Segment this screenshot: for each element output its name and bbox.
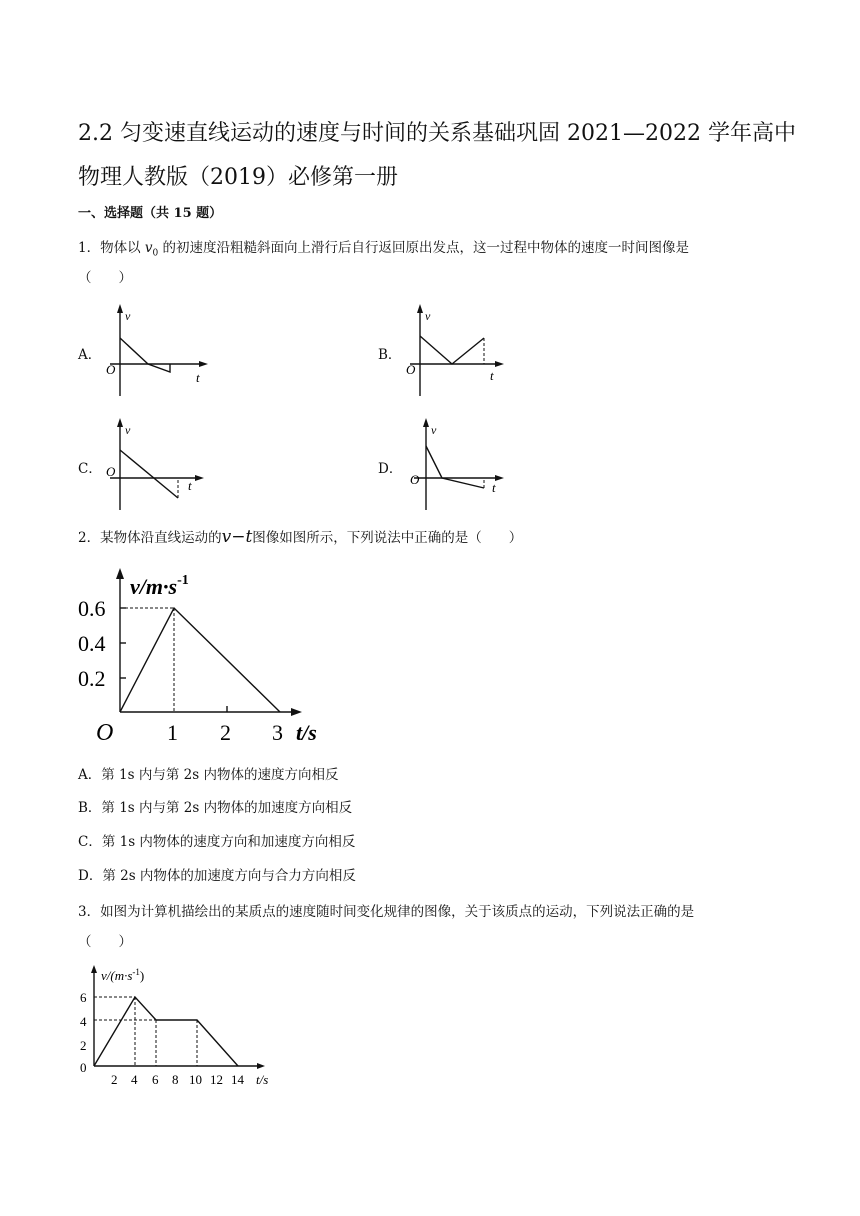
y-tick-label: 6 <box>80 990 87 1005</box>
origin-label: O <box>96 720 114 746</box>
x-axis-arrow <box>495 475 504 481</box>
y-axis-arrow <box>117 418 123 427</box>
y-axis-arrow <box>417 304 423 313</box>
x-tick-label: 4 <box>131 1072 138 1087</box>
x-axis-arrow <box>291 708 302 716</box>
vt-curve <box>120 608 280 712</box>
q2-option-b[interactable]: B．第 1s 内与第 2s 内物体的加速度方向相反 <box>78 800 353 816</box>
vt-curve <box>420 336 484 364</box>
y-axis-arrow <box>423 418 429 427</box>
x-axis-arrow <box>199 361 208 367</box>
x-tick-label: 2 <box>220 720 231 745</box>
origin-label: O <box>106 464 116 479</box>
q1-option-c-label[interactable]: C． <box>78 461 102 477</box>
x-tick-label: 1 <box>167 720 178 745</box>
axis-t-label: t <box>196 370 200 385</box>
y-tick-label: 2 <box>80 1038 87 1053</box>
x-axis-arrow <box>495 361 504 367</box>
question-1-paren: （ ） <box>78 270 132 286</box>
q1-option-a-graph <box>100 302 220 398</box>
origin-label: O <box>406 362 416 377</box>
vt-curve <box>120 450 178 498</box>
page-title: 2.2 匀变速直线运动的速度与时间的关系基础巩固 2021—2022 学年高中物理人教版（2019）必修第一册 <box>78 121 796 190</box>
y-axis-arrow <box>116 568 124 579</box>
q1-option-a-label[interactable]: A． <box>78 347 102 363</box>
origin-label: O <box>410 472 420 487</box>
vt-curve <box>426 446 484 488</box>
x-tick-label: 3 <box>272 720 283 745</box>
x-tick-label: 8 <box>172 1072 179 1087</box>
x-tick-label: 2 <box>111 1072 118 1087</box>
q1-option-d-label[interactable]: D． <box>378 461 403 477</box>
axis-t-label: t <box>188 478 192 493</box>
x-tick-label: 6 <box>152 1072 159 1087</box>
question-1-text: 1．物体以 $v_0$ 的初速度沿粗糙斜面向上滑行后自行返回原出发点，这一过程中物体的速度一时间图像是 <box>78 240 690 259</box>
y-axis-label: $v/(m\cdot s^{-1})$ <box>101 967 145 983</box>
x-axis-label: t/s <box>296 720 317 745</box>
axis-v-label: v <box>425 309 431 323</box>
section-heading: 一、选择题（共 15 题） <box>78 206 223 221</box>
axis-t-label: t <box>492 480 496 495</box>
y-tick-label: 0.4 <box>78 631 106 656</box>
vt-curve <box>120 338 170 372</box>
x-tick-label: 12 <box>210 1072 223 1087</box>
y-axis-arrow <box>91 965 97 973</box>
y-tick-label: 0 <box>80 1060 87 1075</box>
x-tick-label: 10 <box>189 1072 202 1087</box>
q2-option-c[interactable]: C．第 1s 内物体的速度方向和加速度方向相反 <box>78 834 356 850</box>
q2-option-d[interactable]: D．第 2s 内物体的加速度方向与合力方向相反 <box>78 868 356 884</box>
q1-option-c-graph <box>100 416 220 512</box>
question-3-paren: （ ） <box>78 934 132 950</box>
y-tick-label: 4 <box>80 1014 87 1029</box>
axis-v-label: v <box>125 309 131 323</box>
axis-v-label: v <box>431 423 437 437</box>
axis-v-label: v <box>125 423 131 437</box>
q2-vt-graph <box>78 562 338 752</box>
q1-option-b-label[interactable]: B． <box>378 347 402 363</box>
x-tick-label: 14 <box>231 1072 244 1087</box>
y-tick-label: 0.6 <box>78 596 106 621</box>
x-axis-label: t/s <box>256 1072 269 1087</box>
x-axis-arrow <box>257 1063 265 1069</box>
q1-option-d-graph <box>400 416 520 512</box>
q1-option-b-graph <box>400 302 520 398</box>
x-axis-arrow <box>195 475 204 481</box>
vt-curve <box>94 997 238 1066</box>
origin-label: O <box>106 362 116 377</box>
q3-vt-graph <box>74 962 284 1088</box>
y-axis-arrow <box>117 304 123 313</box>
question-3-text: 3．如图为计算机描绘出的某质点的速度随时间变化规律的图像，关于该质点的运动，下列说法正确的是 <box>78 904 695 920</box>
axis-t-label: t <box>490 368 494 383</box>
y-tick-label: 0.2 <box>78 666 106 691</box>
question-2-text: 2．某物体沿直线运动的v−t图像如图所示，下列说法中正确的是（ ） <box>78 527 523 547</box>
y-axis-label: $v/m\cdot s^{-1}$ <box>130 573 189 599</box>
q2-option-a[interactable]: A．第 1s 内与第 2s 内物体的速度方向相反 <box>78 767 339 783</box>
